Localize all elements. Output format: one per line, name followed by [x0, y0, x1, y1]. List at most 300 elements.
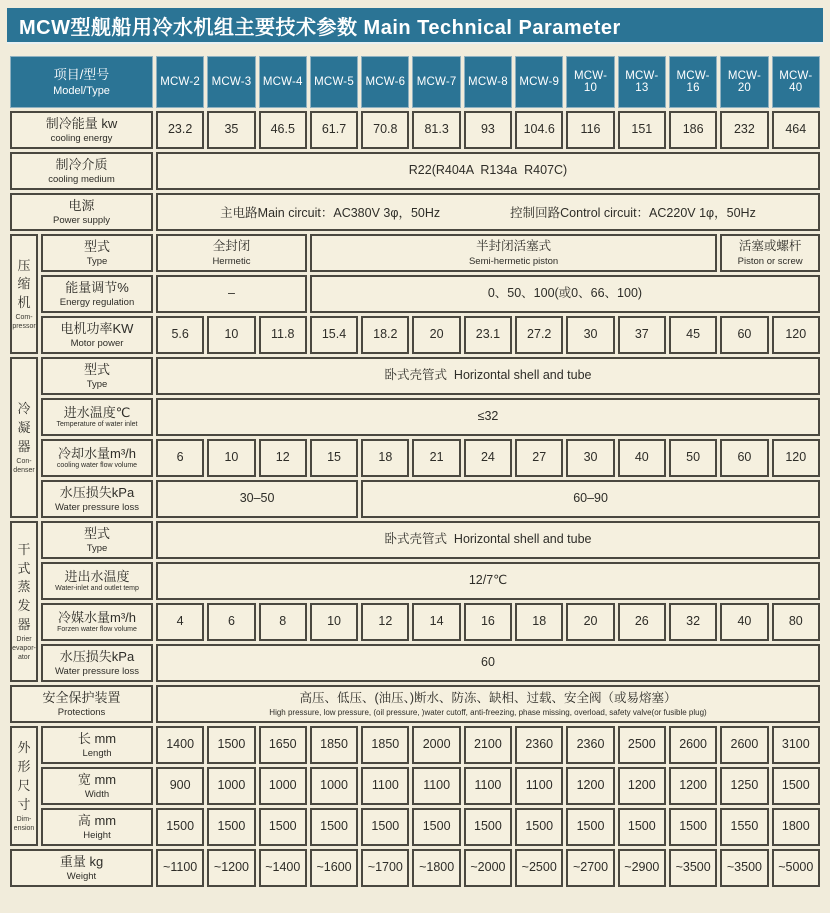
value-cell: [412, 439, 460, 477]
cell-value: 1500: [268, 819, 297, 834]
cell-value: 900: [169, 778, 191, 793]
cell-value: 104.6: [523, 122, 555, 137]
row-label-en: Water-inlet and outlet temp: [55, 585, 139, 593]
value-cell: [412, 111, 460, 149]
span-cell: [156, 644, 820, 682]
table-row: [10, 726, 820, 764]
table-row: [10, 234, 820, 272]
row-label-cell: [41, 562, 153, 600]
row-label-zh: 型式: [83, 239, 110, 255]
row-label-en: Type: [86, 255, 108, 267]
spec-table: [7, 53, 823, 890]
cell-value: 6: [227, 614, 235, 629]
value-cell: [515, 603, 563, 641]
value-cell: [259, 849, 307, 887]
row-label-zh: 长 mm: [77, 731, 117, 747]
cell-value: 1500: [525, 819, 554, 834]
section-label-char: 发: [17, 598, 31, 614]
span-cell: [720, 234, 820, 272]
row-label-en: Type: [86, 542, 108, 554]
value-cell: [156, 316, 204, 354]
cell-value: 81.3: [424, 122, 449, 137]
row-label-cell: [41, 767, 153, 805]
model-header-cell: [361, 56, 409, 108]
value-cell: [515, 849, 563, 887]
cell-value: 10: [224, 450, 239, 465]
row-label-cell: [41, 439, 153, 477]
row-label-cell: [41, 234, 153, 272]
cell-value: ~1400: [265, 860, 301, 875]
model-type-header-cell: [10, 56, 153, 108]
cell-value: ~3500: [726, 860, 762, 875]
cell-value: 12: [275, 450, 290, 465]
cell-value: ~1800: [419, 860, 455, 875]
row-label-zh: 冷媒水量m³/h: [57, 609, 136, 625]
value-cell: [720, 316, 768, 354]
value-cell: [310, 439, 358, 477]
value-cell: [412, 726, 460, 764]
row-label-en: Temperature of water inlet: [56, 421, 138, 429]
table-row: [10, 644, 820, 682]
row-label-zh: 宽 mm: [77, 772, 117, 788]
value-cell: [720, 808, 768, 846]
model-header-cell: [310, 56, 358, 108]
cell-value: 1000: [268, 778, 297, 793]
span-cell: [361, 480, 820, 518]
section-label-en: ator: [17, 654, 31, 662]
cell-value: R22(R404A R134a R407C): [408, 163, 568, 178]
cell-value: 1250: [730, 778, 759, 793]
cell-value: 30–50: [239, 491, 275, 506]
section-label-char: 式: [17, 560, 31, 576]
cell-value: 1550: [730, 819, 759, 834]
cell-value: 46.5: [270, 122, 295, 137]
value-cell: [156, 726, 204, 764]
cell-value: 1500: [627, 819, 656, 834]
row-label-en: Type: [86, 378, 108, 390]
value-cell: [361, 808, 409, 846]
span-cell: [156, 357, 820, 395]
cell-value: 18: [532, 614, 547, 629]
cell-value: 2600: [730, 737, 759, 752]
cell-value: 1500: [320, 819, 348, 834]
cell-value: 1100: [525, 778, 553, 793]
row-label-cell: [41, 521, 153, 559]
row-label-en: Weight: [66, 870, 97, 882]
cell-value: 10: [327, 614, 341, 629]
value-cell: [361, 439, 409, 477]
cell-value: 24: [480, 450, 495, 465]
model-name: MCW-8: [468, 76, 508, 88]
cell-value: 18.2: [373, 327, 398, 342]
cell-value: 1500: [576, 819, 605, 834]
section-label-cell: [10, 726, 38, 846]
section-label-char: 凝: [17, 419, 31, 435]
row-label-zh: 冷却水量m³/h: [57, 445, 136, 461]
cell-value: 120: [785, 450, 807, 465]
value-cell: [156, 808, 204, 846]
section-label-char: 蒸: [17, 579, 31, 595]
row-label-zh: 型式: [83, 362, 110, 378]
model-name: MCW-20: [727, 70, 761, 94]
cell-value: 30: [583, 450, 598, 465]
section-label-en: ension: [13, 824, 35, 832]
cell-value: 60: [737, 327, 752, 342]
row-label-zh: 水压损失kPa: [59, 485, 135, 501]
value-cell: [464, 849, 512, 887]
cell-value: 1000: [320, 778, 348, 793]
section-label-char: 干: [17, 541, 31, 557]
row-label-zh: 型式: [83, 526, 110, 542]
cell-value: 60: [737, 450, 752, 465]
value-cell: [720, 111, 768, 149]
value-cell: [566, 767, 614, 805]
cell-part-text: 控制回路Control circuit：AC220V 1φ，50Hz: [510, 206, 756, 220]
value-cell: [412, 849, 460, 887]
value-cell: [259, 111, 307, 149]
value-cell: [361, 767, 409, 805]
value-cell: [156, 603, 204, 641]
value-cell: [720, 767, 768, 805]
value-cell: [464, 439, 512, 477]
cell-value: ~1600: [316, 860, 352, 875]
value-cell: [464, 726, 512, 764]
cell-value: 45: [686, 327, 701, 342]
cell-value: 40: [737, 614, 752, 629]
value-cell: [207, 726, 255, 764]
value-cell: [669, 603, 717, 641]
model-name: MCW-5: [314, 76, 354, 88]
cell-value: 20: [429, 327, 444, 342]
value-cell: [669, 808, 717, 846]
model-name: MCW-10: [573, 70, 608, 94]
model-name: MCW-4: [262, 76, 303, 88]
cell-value: 32: [686, 614, 701, 629]
cell-value: 12: [378, 614, 393, 629]
row-label-cell: [10, 193, 153, 231]
table-row: [10, 562, 820, 600]
cell-value: 37: [634, 327, 649, 342]
model-name: MCW-9: [519, 76, 560, 88]
cell-value: 80: [788, 614, 803, 629]
cell-value: 120: [785, 327, 807, 342]
cell-value: 15: [327, 450, 341, 465]
cell-value: 27.2: [527, 327, 552, 342]
row-label-cell: [41, 644, 153, 682]
span-cell: [156, 398, 820, 436]
cell-value: 1800: [781, 819, 810, 834]
cell-value: 0、50、100(或0、66、100): [487, 286, 643, 301]
table-row: [10, 808, 820, 846]
row-label-zh: 电源: [68, 198, 95, 214]
cell-value: 12/7℃: [468, 573, 508, 588]
span-cell: [156, 685, 820, 723]
cell-subtext: Hermetic: [212, 255, 251, 267]
value-cell: [310, 726, 358, 764]
cell-value: ~2700: [572, 860, 609, 875]
value-cell: [310, 316, 358, 354]
value-cell: [464, 767, 512, 805]
cell-value: 卧式壳管式 Horizontal shell and tube: [384, 368, 592, 383]
row-label-cell: [41, 726, 153, 764]
cell-value: 15.4: [321, 327, 347, 342]
value-cell: [566, 726, 614, 764]
cell-value: 5.6: [171, 327, 189, 342]
table-row: [10, 480, 820, 518]
cell-value: 30: [583, 327, 598, 342]
section-label-en: Com-: [15, 314, 33, 322]
section-label-en: Con-: [16, 457, 32, 465]
value-cell: [772, 439, 820, 477]
value-cell: [669, 439, 717, 477]
table-row: [10, 316, 820, 354]
span-cell: [156, 234, 307, 272]
section-label-char: 缩: [17, 276, 31, 292]
cell-value: ~2900: [624, 860, 660, 875]
table-row: [10, 439, 820, 477]
cell-value: 1100: [474, 778, 502, 793]
model-header-cell: [464, 56, 512, 108]
value-cell: [310, 603, 358, 641]
row-label-cell: [10, 152, 153, 190]
section-label-en: Drier: [16, 635, 32, 643]
model-header-cell: [515, 56, 563, 108]
section-label-en: Dim-: [16, 815, 32, 823]
row-label-zh: 进出水温度: [64, 568, 130, 584]
row-label-en: Forzen water flow volume: [57, 626, 137, 634]
row-label-zh: 制冷介质: [55, 157, 108, 173]
table-row: [10, 357, 820, 395]
row-label-en: Energy regulation: [59, 296, 135, 308]
span-cell: [310, 275, 820, 313]
section-label-char: 冷: [17, 401, 31, 417]
row-label-zh: 电机功率KW: [60, 321, 134, 337]
value-cell: [772, 849, 820, 887]
section-label-cell: [10, 521, 38, 682]
cell-value: 1000: [217, 778, 246, 793]
value-cell: [310, 111, 358, 149]
section-label-char: 尺: [17, 777, 31, 793]
table-row: [10, 275, 820, 313]
cell-value: 116: [580, 122, 601, 137]
value-cell: [566, 111, 614, 149]
cell-value: 2600: [679, 737, 708, 752]
value-cell: [515, 316, 563, 354]
row-label-en: cooling medium: [48, 173, 115, 185]
cell-value: 11.8: [271, 327, 295, 342]
cell-value: 2360: [525, 737, 554, 752]
value-cell: [156, 111, 204, 149]
value-cell: [515, 808, 563, 846]
cell-value: 8: [279, 614, 287, 629]
cell-value: 10: [224, 327, 239, 342]
value-cell: [259, 808, 307, 846]
section-label-en: pressor: [12, 323, 36, 331]
model-name: MCW-40: [779, 70, 813, 94]
cell-value: 70.8: [373, 122, 398, 137]
value-cell: [259, 603, 307, 641]
row-label-cell: [41, 275, 153, 313]
value-cell: [464, 808, 512, 846]
header-label-zh: 项目/型号: [53, 66, 110, 82]
model-header-cell: [566, 56, 614, 108]
page-title: MCW型舰船用冷水机组主要技术参数 Main Technical Parameter: [19, 16, 621, 39]
section-label-char: 外: [17, 740, 31, 756]
cell-value: 半封闭活塞式: [476, 239, 552, 254]
value-cell: [566, 316, 614, 354]
cell-value: 1650: [268, 737, 297, 752]
value-cell: [361, 316, 409, 354]
cell-parts: [160, 203, 816, 221]
cell-value: 2500: [627, 737, 656, 752]
value-cell: [669, 316, 717, 354]
value-cell: [772, 316, 820, 354]
value-cell: [207, 439, 255, 477]
cell-value: 4: [176, 614, 184, 629]
cell-value: 卧式壳管式 Horizontal shell and tube: [384, 532, 592, 547]
row-label-zh: 能量调节%: [65, 280, 129, 296]
cell-value: 40: [634, 450, 649, 465]
section-label-char: 寸: [17, 796, 31, 812]
row-label-cell: [41, 603, 153, 641]
value-cell: [361, 726, 409, 764]
model-header-cell: [156, 56, 204, 108]
value-cell: [772, 111, 820, 149]
model-header-cell: [772, 56, 820, 108]
model-header-cell: [207, 56, 255, 108]
cell-value: –: [227, 286, 235, 301]
cell-value: 20: [583, 614, 598, 629]
value-cell: [669, 111, 717, 149]
value-cell: [515, 726, 563, 764]
value-cell: [618, 111, 666, 149]
section-label-char: 机: [17, 295, 31, 311]
cell-value: 186: [682, 122, 704, 137]
value-cell: [361, 849, 409, 887]
cell-value: 18: [378, 450, 393, 465]
row-label-en: Motor power: [70, 337, 124, 349]
model-header-cell: [618, 56, 666, 108]
page: [0, 8, 830, 913]
cell-value: 1500: [781, 778, 810, 793]
cell-value: 27: [532, 450, 547, 465]
cell-value: 1500: [422, 819, 451, 834]
header-label-en: Model/Type: [53, 85, 110, 98]
cell-value: 16: [480, 614, 495, 629]
row-label-cell: [41, 808, 153, 846]
row-label-zh: 水压损失kPa: [59, 649, 135, 665]
cell-value: 1100: [423, 778, 451, 793]
value-cell: [310, 767, 358, 805]
value-cell: [618, 603, 666, 641]
value-cell: [618, 808, 666, 846]
cell-value: 26: [634, 614, 649, 629]
row-label-en: Water pressure loss: [54, 501, 140, 513]
value-cell: [464, 111, 512, 149]
model-header-cell: [412, 56, 460, 108]
row-label-cell: [41, 398, 153, 436]
row-label-zh: 安全保护装置: [42, 690, 121, 706]
span-cell: [310, 234, 717, 272]
value-cell: [566, 808, 614, 846]
value-cell: [207, 849, 255, 887]
span-cell: [156, 152, 820, 190]
value-cell: [259, 767, 307, 805]
cell-value: 6: [176, 450, 184, 465]
value-cell: [310, 808, 358, 846]
row-label-en: Protections: [57, 706, 106, 718]
model-header-cell: [259, 56, 307, 108]
table-row: [10, 849, 820, 887]
row-label-cell: [41, 357, 153, 395]
cell-value: 1200: [627, 778, 656, 793]
cell-value: ≤32: [477, 409, 499, 424]
cell-value: 2000: [422, 737, 451, 752]
span-cell: [156, 193, 820, 231]
model-name: MCW-2: [160, 76, 201, 88]
cell-value: 21: [429, 450, 444, 465]
cell-value: 93: [480, 122, 495, 137]
model-name: MCW-3: [211, 76, 252, 88]
section-label-cell: [10, 234, 38, 354]
cell-value: 23.1: [475, 327, 501, 342]
row-label-cell: [41, 316, 153, 354]
cell-value: 1400: [166, 737, 195, 752]
row-label-zh: 制冷能量 kw: [45, 116, 118, 132]
title-bar: [7, 8, 823, 44]
table-row: [10, 603, 820, 641]
section-label-en: denser: [13, 466, 35, 474]
value-cell: [259, 439, 307, 477]
value-cell: [412, 603, 460, 641]
row-label-en: Power supply: [52, 214, 111, 226]
section-label-char: 器: [17, 438, 31, 454]
value-cell: [515, 439, 563, 477]
value-cell: [207, 808, 255, 846]
row-label-cell: [10, 849, 153, 887]
value-cell: [361, 603, 409, 641]
cell-value: ~1700: [367, 860, 403, 875]
value-cell: [464, 603, 512, 641]
cell-value: 1500: [474, 819, 502, 834]
cell-value: 35: [224, 122, 239, 137]
value-cell: [464, 316, 512, 354]
span-cell: [156, 562, 820, 600]
model-name: MCW-13: [625, 70, 659, 94]
row-label-en: Water pressure loss: [54, 665, 140, 677]
cell-value: 2100: [474, 737, 502, 752]
section-label-char: 形: [17, 759, 31, 775]
cell-value: 50: [686, 450, 701, 465]
cell-value: 1200: [679, 778, 708, 793]
value-cell: [720, 439, 768, 477]
cell-value: 23.2: [167, 122, 193, 137]
cell-value: 1200: [576, 778, 605, 793]
cell-subtext: Semi-hermetic piston: [468, 255, 559, 267]
model-name: MCW-6: [365, 76, 406, 88]
table-row: [10, 152, 820, 190]
cell-value: ~2000: [470, 860, 506, 875]
cell-value: 1500: [217, 819, 246, 834]
row-label-zh: 进水温度℃: [63, 404, 131, 420]
value-cell: [618, 439, 666, 477]
value-cell: [720, 603, 768, 641]
cell-part-text: 主电路Main circuit：AC380V 3φ，50Hz: [220, 206, 441, 220]
value-cell: [515, 767, 563, 805]
value-cell: [618, 726, 666, 764]
cell-value: ~1200: [213, 860, 249, 875]
cell-value: 464: [785, 122, 807, 137]
